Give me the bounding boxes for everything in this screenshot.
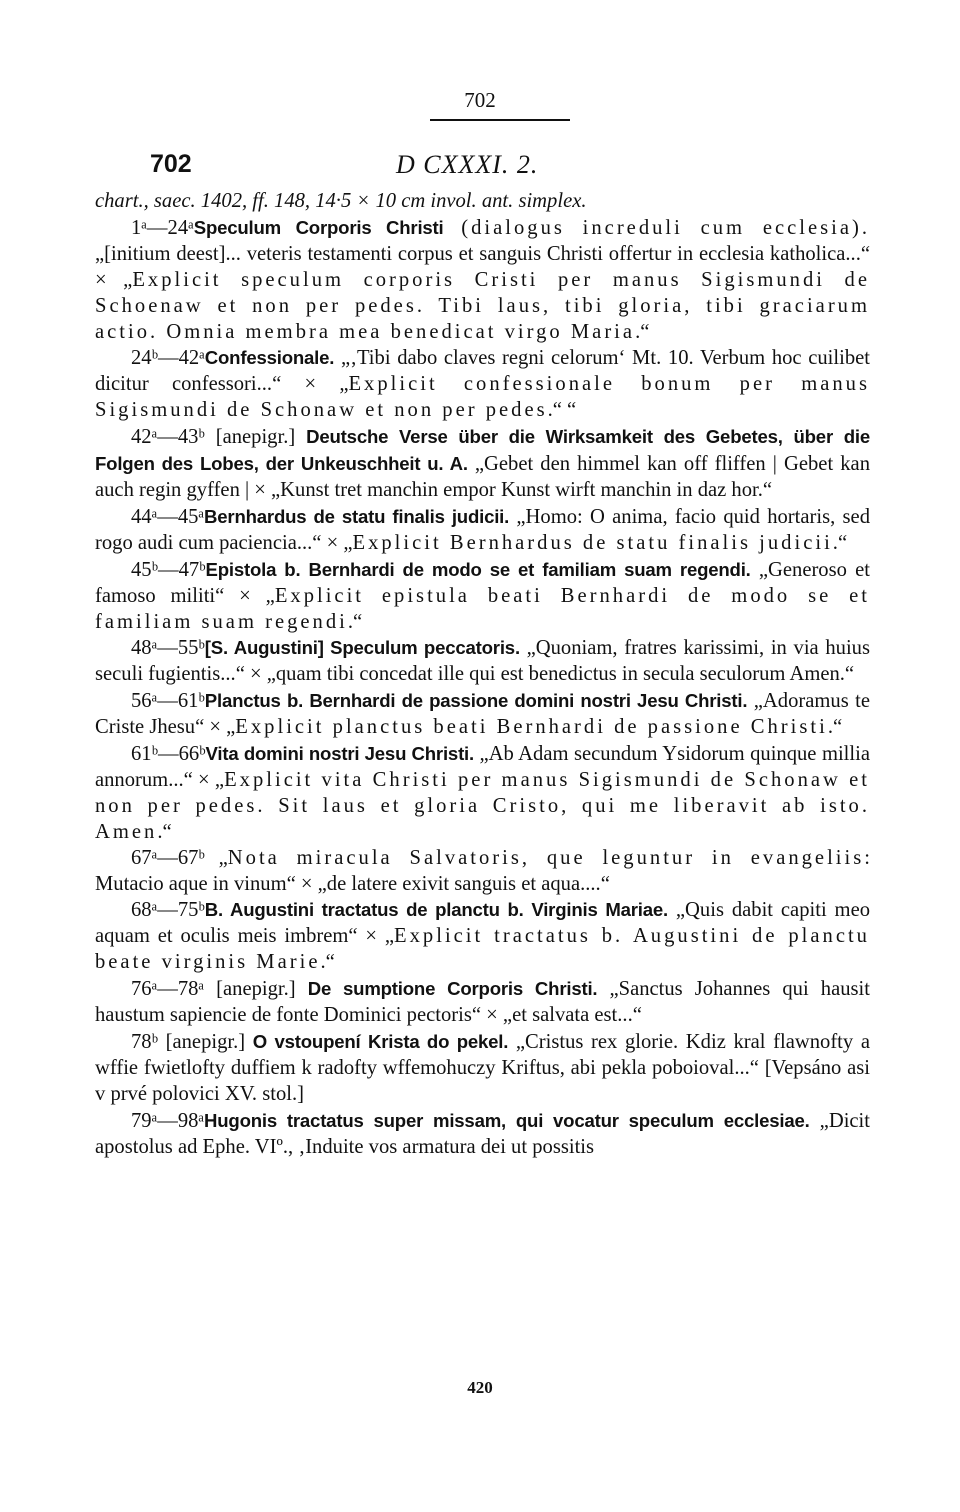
content-entry (95, 897, 870, 976)
entry-title: [S. Augustini] Speculum peccatoris. (204, 637, 520, 659)
content-entry (95, 504, 870, 557)
folio-range: 76ᵃ—78ᵃ (131, 978, 205, 1001)
spaced-quotation: Explicit vita Christi per manus Sigismundi de Schonaw et non per pedes. Sit laus et gloria Cristo, qui me liberavit ab isto. Amen (95, 768, 871, 843)
folio-range: 1ᵃ—24ᵃ (131, 216, 194, 239)
folio-range: 56ᵃ—61ᵇ (131, 690, 205, 713)
entry-title: Planctus b. Bernhardi de passione domini nostri Jesu Christi. (204, 690, 748, 712)
entry-number: 702 (150, 150, 192, 178)
header-rule (430, 119, 570, 121)
entry-text: „Adoramus te Criste Jhesu“ × „ (95, 690, 870, 739)
entry-text: „Gebet den himmel kan off fliffen | Gebet kan auch regin gyffen | × „Kunst tret manchin empor Kunst wirft manchin in daz hor.“ (95, 453, 870, 501)
spaced-quotation: Explicit confessionale bonum per manus Sigismundi de Schonaw et non per pedes (95, 373, 870, 422)
entry-text: .“ (320, 951, 335, 974)
spaced-quotation: Explicit tractatus b. Augustini de planctu beate virginis Marie (95, 925, 870, 974)
entry-title: B. Augustini tractatus de planctu b. Virginis Mariae. (204, 899, 669, 921)
footer-page-number: 420 (467, 1378, 493, 1397)
entry-text: : Mutacio aque in vinum“ × „de latere exivit sanguis et aqua....“ (95, 846, 870, 895)
content-entry (95, 424, 870, 504)
content-entry (95, 688, 870, 741)
entry-title: Speculum Corporis Christi (193, 216, 444, 238)
content-list (95, 215, 870, 1161)
entry-title: Confessionale. (204, 347, 335, 369)
entry-text: .“ “ (547, 399, 577, 422)
entry-header (150, 150, 870, 184)
spaced-quotation: Explicit Bernhardus de statu finalis judicii (352, 531, 833, 554)
content-entry (95, 635, 870, 688)
entry-text: „Quoniam, fratres karissimi, in via huius seculi fugientis...“ × „quam tibi concedat ille qui est benedictus in secula seculorum Amen.“ (95, 637, 870, 686)
entry-text: „‚Tibi dabo claves regni celorum‘ Mt. 10. Verbum hoc cuilibet dicitur confessori...“ × „ (95, 347, 870, 396)
content-entry (95, 741, 870, 846)
folio-range: 78ᵇ (131, 1031, 158, 1053)
content-entry (95, 215, 870, 346)
folio-range: 67ᵃ—67ᵇ (131, 846, 205, 869)
entry-text: „Quis dabit capiti meo aquam et oculis meis imbrem“ × „ (95, 899, 871, 948)
running-page-number: 702 (464, 88, 496, 112)
entry-title: O vstoupení Krista do pekel. (252, 1031, 509, 1052)
folio-range: 42ᵃ—43ᵇ (131, 426, 205, 449)
spaced-quotation: Nota miracula Salvatoris, que leguntur in evangeliis (227, 846, 865, 869)
spaced-quotation: Explicit epistula beati Bernhardi de modo se et familiam suam regendi (95, 584, 870, 633)
entry-text: „Cristus rex glorie. Kdiz kral flawnofty a wffie fwietlofty duffiem k radofty wffemohuczy Kriftus, abi pekla poboioval...“ [Vepsáno asi v prvé polovici XV. stol.] (95, 1031, 870, 1105)
content-entry (95, 345, 870, 424)
entry-text: .“ (827, 716, 843, 739)
folio-range: 48ᵃ—55ᵇ (131, 637, 205, 660)
folio-range: 24ᵇ—42ᵃ (131, 347, 205, 370)
manuscript-description: chart., saec. 1402, ff. 148, 14·5 × 10 cm invol. ant. simplex. (95, 190, 587, 212)
entry-text: „Homo: O anima, facio quid hortaris, sed rogo audi cum paciencia...“ × „ (95, 505, 870, 554)
entry-title: Vita domini nostri Jesu Christi. (205, 743, 474, 765)
content-entry (95, 557, 870, 636)
folio-range: 68ᵃ—75ᵇ (131, 899, 205, 922)
spaced-quotation: Explicit speculum corporis Cristi per manus Sigismundi de Schoenaw et non per pedes. Tibi laus, tibi gloria, tibi graciarum actio. Omnia membra mea benedicat virgo Maria (95, 268, 870, 343)
entry-body (95, 189, 870, 1161)
entry-title: Epistola b. Bernhardi de modo se et familiam suam regendi. (205, 558, 751, 580)
entry-text: [anepigr.] (204, 426, 307, 449)
entry-text: .“ (347, 610, 363, 633)
content-entry (95, 846, 870, 898)
entry-text: „Ab Adam secundum Ysidorum quinque millia annorum...“ × „ (95, 743, 870, 791)
entry-text: „[initium deest]... veteris testamenti corpus et sanguis Christi offertur in ecclesia katholica...“ × „ (95, 242, 870, 291)
folio-range: 79ᵃ—98ᵃ (131, 1109, 205, 1132)
entry-text: .“ (635, 320, 650, 343)
entry-text: .“ (832, 531, 848, 554)
entry-text: [anepigr.] (204, 978, 308, 1001)
spaced-quotation: Explicit planctus beati Bernhardi de passione Christi (235, 716, 828, 739)
entry-text: „Dicit apostolus ad Ephe. VIº., ‚Induite vos armatura dei ut possitis (95, 1109, 870, 1158)
folio-range: 45ᵇ—47ᵇ (131, 558, 206, 581)
folio-range: 61ᵇ—66ᵇ (131, 743, 206, 766)
entry-text: „ (204, 846, 228, 869)
entry-text: „Sanctus Johannes qui hausit haustum sapiencie de fonte Dominici pectoris“ × „et salvata est...“ (95, 978, 870, 1027)
entry-title: Hugonis tractatus super missam, qui vocatur speculum ecclesiae. (204, 1109, 810, 1131)
spaced-quotation: (dialogus increduli cum ecclesia). (443, 216, 870, 239)
shelfmark: D CXXXI. 2. (396, 150, 539, 179)
content-entry (95, 1108, 870, 1161)
entry-text: „Generoso et famoso militi“ × „ (95, 558, 871, 607)
content-entry (95, 1029, 870, 1108)
entry-title: Deutsche Verse über die Wirksamkeit des Gebetes, über die Folgen des Lobes, der Unkeuschheit u. A. (95, 426, 870, 475)
entry-text: [anepigr.] (157, 1031, 253, 1053)
folio-range: 44ᵃ—45ᵃ (131, 505, 205, 528)
entry-title: Bernhardus de statu finalis judicii. (204, 505, 510, 527)
content-entry (95, 976, 870, 1029)
entry-text: .“ (157, 820, 172, 843)
entry-title: De sumptione Corporis Christi. (307, 978, 598, 1000)
